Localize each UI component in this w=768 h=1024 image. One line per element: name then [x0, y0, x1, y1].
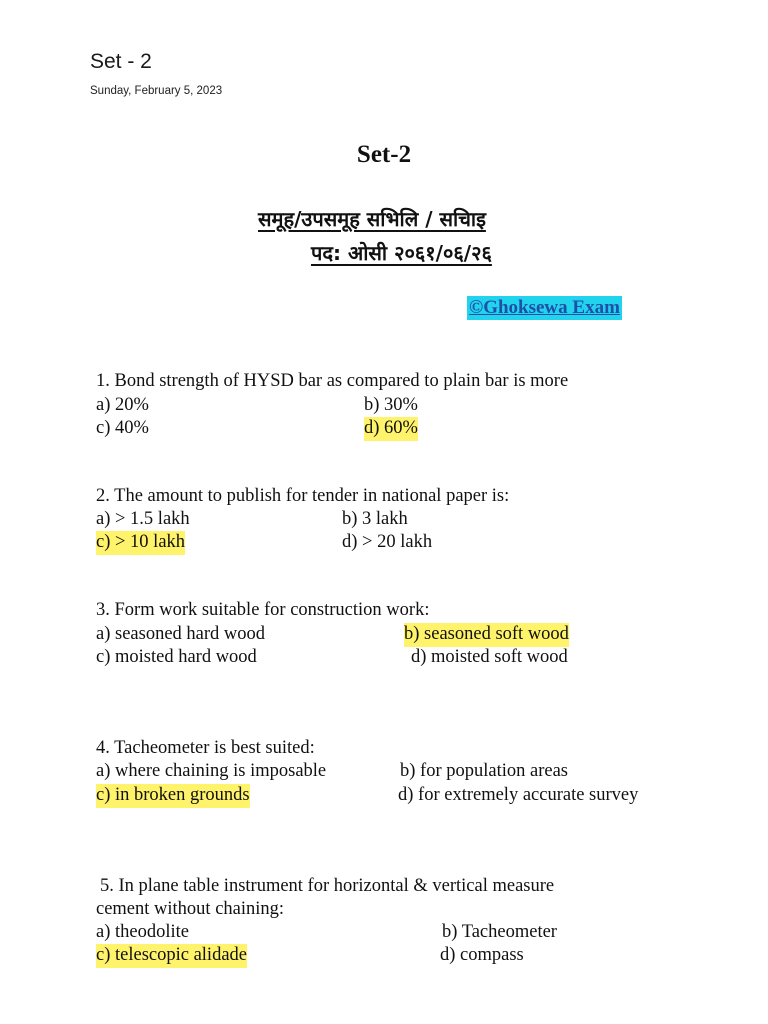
option-b: b) 3 lakh — [342, 509, 408, 529]
option-d: d) > 20 lakh — [342, 532, 433, 552]
option-d: d) compass — [440, 945, 524, 965]
option-c-highlighted: c) in broken grounds — [96, 784, 250, 808]
question-text: 2. The amount to publish for tender in national paper is: — [96, 486, 510, 506]
question-text: 3. Form work suitable for construction work: — [96, 600, 430, 620]
option-a: a) theodolite — [96, 922, 189, 942]
note-title: Set - 2 — [90, 50, 152, 73]
option-c-highlighted: c) > 10 lakh — [96, 531, 185, 555]
option-d: d) for extremely accurate survey — [398, 785, 639, 805]
option-b: b) for population areas — [400, 761, 568, 781]
option-d: d) moisted soft wood — [411, 647, 568, 667]
option-c: c) 40% — [96, 418, 149, 438]
option-a: a) seasoned hard wood — [96, 624, 266, 644]
option-b: b) Tacheometer — [442, 922, 557, 942]
note-date: Sunday, February 5, 2023 — [90, 85, 223, 97]
post-date-line: पद: ओसी २०६१/०६/२६ — [311, 241, 492, 265]
copyright-label: ©Ghoksewa Exam — [469, 297, 620, 318]
option-c-highlighted: c) telescopic alidade — [96, 944, 247, 968]
option-b: b) 30% — [364, 395, 418, 415]
group-subgroup-line: समूह/उपसमूह सभिलि / सचिाइ — [258, 207, 486, 231]
option-a: a) > 1.5 lakh — [96, 509, 190, 529]
option-a: a) 20% — [96, 395, 149, 415]
question-text: 4. Tacheometer is best suited: — [96, 738, 315, 758]
question-text: 5. In plane table instrument for horizontal & vertical measure — [100, 876, 555, 896]
option-d-highlighted: d) 60% — [364, 417, 418, 441]
option-a: a) where chaining is imposable — [96, 761, 327, 781]
question-text: 1. Bond strength of HYSD bar as compared to plain bar is more — [96, 371, 569, 391]
option-c: c) moisted hard wood — [96, 647, 257, 667]
option-b-highlighted: b) seasoned soft wood — [404, 623, 569, 647]
set-heading: Set-2 — [356, 141, 412, 168]
question-text-continued: cement without chaining: — [96, 899, 285, 919]
